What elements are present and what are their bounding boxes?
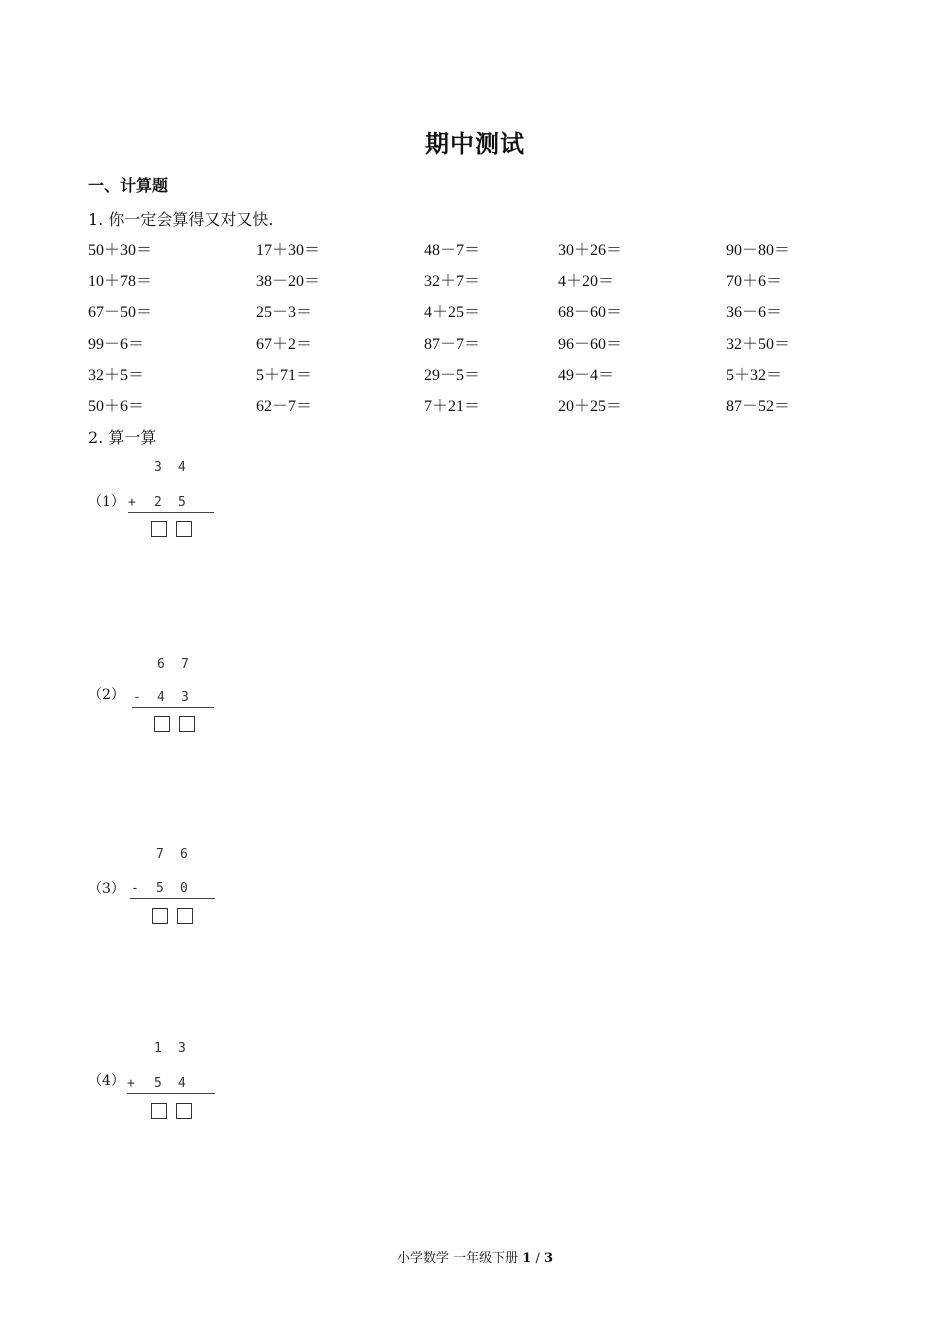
arithmetic-item: 17＋30＝ — [256, 242, 321, 259]
arithmetic-item: 20＋25＝ — [558, 397, 623, 415]
arithmetic-item: 5＋32＝ — [726, 366, 783, 384]
arithmetic-item: 5＋71＝ — [256, 366, 313, 384]
bottom-digit-tens: 5 — [156, 881, 164, 896]
arithmetic-item: 49－4＝ — [558, 366, 615, 384]
question-2-prompt: 2. 算一算 — [88, 428, 157, 447]
footer-separator: / — [535, 1251, 540, 1266]
arithmetic-item: 25－3＝ — [256, 304, 313, 322]
top-digit-tens: 3 — [154, 460, 162, 475]
vertical-calculation — [88, 458, 228, 548]
sum-line — [127, 1093, 215, 1094]
difference-line — [130, 898, 215, 899]
page-title: 期中测试 — [425, 129, 525, 158]
answer-box-ones[interactable] — [176, 1103, 192, 1119]
difference-line — [132, 707, 214, 708]
bottom-digit-ones: 0 — [180, 881, 188, 896]
arithmetic-item: 4＋25＝ — [424, 304, 481, 322]
answer-box-tens[interactable] — [151, 521, 167, 537]
grid-row — [88, 268, 848, 299]
arithmetic-item: 96－60＝ — [558, 335, 623, 353]
answer-box-ones[interactable] — [176, 521, 192, 537]
grid-row — [88, 331, 848, 362]
problem-label: （3） — [88, 881, 125, 897]
problem-label: （4） — [88, 1073, 125, 1089]
answer-box-ones[interactable] — [179, 716, 195, 732]
operator-sign: + — [127, 1076, 135, 1091]
arithmetic-item: 29－5＝ — [424, 366, 481, 384]
problem-label: （2） — [88, 687, 125, 703]
answer-box-tens[interactable] — [154, 716, 170, 732]
grid-row — [88, 237, 848, 268]
arithmetic-item: 38－20＝ — [256, 273, 321, 291]
footer-page-number: 1 — [522, 1251, 532, 1266]
arithmetic-item: 70＋6＝ — [726, 273, 783, 291]
vertical-calculation — [88, 845, 228, 935]
arithmetic-item: 50＋30＝ — [88, 242, 153, 259]
top-digit-ones: 6 — [180, 847, 188, 862]
arithmetic-item: 67－50＝ — [88, 304, 153, 322]
question-1-prompt: 1. 你一定会算得又对又快. — [88, 210, 274, 229]
answer-box-ones[interactable] — [177, 908, 193, 924]
grid-row — [88, 393, 848, 424]
operator-sign: - — [133, 690, 141, 705]
bottom-digit-tens: 2 — [154, 495, 162, 510]
arithmetic-item: 48－7＝ — [424, 242, 481, 259]
arithmetic-item: 62－7＝ — [256, 397, 313, 415]
arithmetic-grid — [88, 237, 848, 424]
bottom-digit-tens: 4 — [157, 690, 165, 705]
operator-sign: + — [128, 495, 136, 510]
vertical-calculation — [88, 1039, 228, 1129]
arithmetic-item: 30＋26＝ — [558, 242, 623, 259]
arithmetic-item: 99－6＝ — [88, 335, 145, 353]
vertical-calculation — [88, 655, 228, 745]
arithmetic-item: 68－60＝ — [558, 304, 623, 322]
bottom-digit-tens: 5 — [154, 1076, 162, 1091]
arithmetic-item: 7＋21＝ — [424, 397, 481, 415]
bottom-digit-ones: 5 — [178, 495, 186, 510]
top-digit-tens: 6 — [157, 657, 165, 672]
footer-total-pages: 3 — [543, 1251, 554, 1266]
arithmetic-item: 87－52＝ — [726, 397, 791, 415]
top-digit-ones: 4 — [178, 460, 186, 475]
grid-row — [88, 362, 848, 393]
top-digit-ones: 7 — [181, 657, 189, 672]
answer-box-tens[interactable] — [151, 1103, 167, 1119]
section-heading: 一、计算题 — [88, 176, 169, 195]
arithmetic-item: 36－6＝ — [726, 304, 783, 322]
sum-line — [128, 512, 214, 513]
arithmetic-item: 90－80＝ — [726, 242, 791, 259]
problem-label: （1） — [88, 494, 125, 510]
bottom-digit-ones: 4 — [178, 1076, 186, 1091]
arithmetic-item: 67＋2＝ — [256, 335, 313, 353]
arithmetic-item: 32＋50＝ — [726, 335, 791, 353]
arithmetic-item: 4＋20＝ — [558, 273, 615, 291]
grid-row — [88, 299, 848, 330]
answer-box-tens[interactable] — [152, 908, 168, 924]
arithmetic-item: 50＋6＝ — [88, 397, 145, 415]
arithmetic-item: 32＋7＝ — [424, 273, 481, 291]
footer-subject: 小学数学 一年级下册 — [396, 1251, 519, 1266]
top-digit-tens: 7 — [156, 847, 164, 862]
top-digit-tens: 1 — [154, 1041, 162, 1056]
page-footer — [0, 1247, 950, 1266]
bottom-digit-ones: 3 — [181, 690, 189, 705]
operator-sign: - — [131, 881, 139, 896]
arithmetic-item: 10＋78＝ — [88, 273, 153, 291]
arithmetic-item: 87－7＝ — [424, 335, 481, 353]
arithmetic-item: 32＋5＝ — [88, 366, 145, 384]
top-digit-ones: 3 — [178, 1041, 186, 1056]
